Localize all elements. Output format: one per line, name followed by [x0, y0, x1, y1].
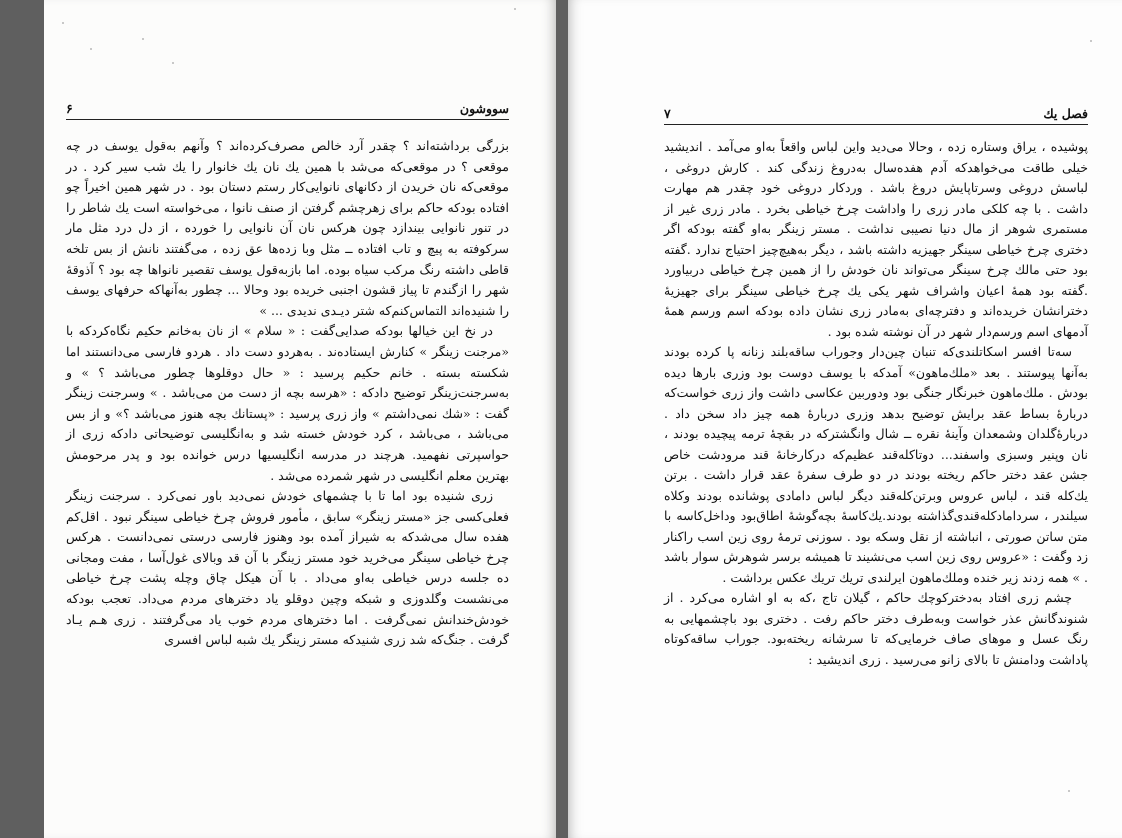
- left-page-body: [66, 136, 509, 651]
- scan-speck: [142, 38, 144, 40]
- scan-speck: [62, 22, 64, 24]
- left-page-header: [66, 103, 509, 120]
- paragraph: سه‌تا افسر اسکاتلندی‌که تنبان چین‌دار وجوراب ساقه‌بلند زنانه پا کرده بودند به‌آنها پیوستند . بعد «ملك‌ماهون» آمدکه با یوسف دوست بود وزری بارها دیده بودش . ملك‌ماهون خبرنگار جنگی بود ودوربین عکاسی داشت واز زری خواست‌که دربارهٔ بساط عقد برایش توضیح بدهد وزری دربارهٔ همه چیز داد سخن داد . دربارهٔ‌گلدان وشمعدان وآینهٔ نقره ــ شال وانگشتر‌که در بقچهٔ ترمه پیچیده بودند ، نان وپنیر وسبزی واسفند... دوتاکله‌قند عظیم‌که درکارخانهٔ قند مرودشت خاص جشن عقد دختر حاکم ریخته بودند در دو طرف سفرهٔ عقد قرار داشت . برتن یك‌کله قند ، لباس عروس وبرتن‌کله‌قند دیگر لباس دامادی پوشانده بودند وکلاه سیلندر ، سرداماد‌کله‌قندی‌گذاشته بودند.یك‌کاسهٔ بچه‌گوشهٔ اطاق‌بود وداخل‌کاسه با متن ساتن صورتی ، انباشته از نقل وسکه بود . سوزنی ترمهٔ روی زین اسب راکنار زد وگفت : «عروس روی زین اسب می‌نشیند تا همیشه برسر شوهرش سوار باشد . » همه زدند زیر خنده وملك‌ماهون ایرلندی تریك تریك عکس برداشت .: [664, 344, 1088, 585]
- scan-speck: [172, 62, 174, 64]
- left-page: [44, 0, 556, 838]
- paragraph: پوشیده ، یراق وستاره زده ، وحالا می‌دید واین لباس واقعاً به‌او می‌آمد . اندیشید خیلی طاقت می‌خواهدکه آدم هفده‌سال به‌دروغ زندگی کند . کارش دروغی ، لباسش دروغی وسرتاپایش دروغ باشد . وردکار دروغی خود چقدر هم مهارت داشت . با چه کلکی مادر زری را واداشت چرخ خیاطی بخرد . مادر زری غیر از مستمری شوهر از مال دنیا نصیبی نداشت . مستر زینگر به‌او گفته بودکه اگر دختری چرخ خیاطی سینگر جهیزیه داشته باشد ، دیگر به‌هیچ‌چیز احتیاج ندارد .گفته بود حتی مالك چرخ سینگر می‌تواند نان خودش را از همین چرخ خیاطی دربیاورد .گفته بود همهٔ اعیان واشراف شهر یکی یك چرخ خیاطی سینگر برای جهیزیهٔ دخترانشان خریده‌اند و دفترچه‌ای به‌مادر زری نشان داده بودکه اسم ورسم همهٔ آدمهای اسم ورسم‌دار شهر در آن نوشته شده بود .: [664, 139, 1088, 339]
- right-page: [568, 0, 1122, 838]
- scan-speck: [90, 48, 92, 50]
- paragraph: زری شنیده بود اما تا با چشمهای خودش نمی‌دید باور نمی‌کرد . سرجنت زینگر فعلی‌کسی جز «مستر زینگر» سابق ، مأمور فروش چرخ خیاطی سینگر نبود . اقل‌کم هفده سال می‌شدکه به شیراز آمده بود وهنوز فارسی درستی نمی‌دانست . هرکس چرخ خیاطی سینگر می‌خرید خود مستر زینگر با آن قد وبالای غول‌آسا ، مفت ومجانی ده جلسه درس خیاطی به‌او می‌داد . با آن هیکل چاق وچله پشت چرخ خیاطی می‌نشست وگلدوزی و شبکه وچین دوقلو یاد دخترهای مردم می‌داد. تعجب بودکه خودش‌خندانش نمی‌گرفت . اما دخترهای مردم خوب یاد می‌گرفتند . زری هـم یـاد گرفت . جنگ‌که شد زری شنیدکه مستر زینگر یك شبه لباس افسری: [66, 488, 509, 648]
- scan-speck: [514, 8, 516, 10]
- running-title: سووشون: [459, 101, 509, 116]
- paragraph: بزرگی برداشته‌اند ؟ چقدر آرد خالص مصرف‌کرده‌اند ؟ وآنهم به‌قول یوسف در چه موقعی ؟ در موقعی‌که می‌شد با همین یك نان یك خانوار را یك شب سیر کرد . در موقعی‌که نان خریدن از دکانهای نانوایی‌کار رستم دستان بود . در شهر همین اخیراً چو افتاده بودکه حاکم برای زهرچشم گرفتن از صنف نانوا ، می‌خواسته است یك شاطر را در تنور نانوایی بیندازد چون هرکس نان آن نانوایی را خورده ، از دل درد مثل مار سرکوفته به پیچ و تاب افتاده ــ مثل وبا زده‌ها عق زده ، می‌گفتند نانش از بس تلخه قاطی داشته رنگ مرکب سیاه بوده. اما بازبه‌قول یوسف تقصیر نانواها چه بود ؟ آذوقهٔ شهر را ازگندم تا پیاز قشون اجنبی خریده بود وحالا ... چطور به‌آنهاکه حرفهای یوسف را شنیده‌اند التماس‌کنم‌که شتر دیـدی ندیدی ... »: [66, 138, 509, 318]
- right-page-header: [664, 108, 1088, 125]
- scan-speck: [1090, 40, 1092, 42]
- paragraph: چشم زری افتاد بەدختر‌کوچك حاکم ، ‌گیلان تاج ،‌که به او اشاره می‌کرد . از شنوندگانش عذر خواست وبه‌طرف دختر حاکم رفت . دختری بود باچشمهایی به رنگ عسل و موهای صاف خرمایی‌که تا سرشانه ریخته‌بود. جوراب ساقه‌کوتاه پاداشت ودامنش تا بالای زانو می‌رسید . زری اندیشید :: [664, 590, 1088, 667]
- paragraph: در نخ این خیالها بودکه صدایی‌گفت : « سلام » از نان به‌خانم حکیم نگاه‌کردکه با «مرجنت زینگر » کنارش ایستاده‌ند . به‌هردو دست داد . هردو فارسی می‌دانستند اما شکسته بسته . خانم حکیم پرسید : « حال دوقلوها چطور می‌باشد ؟ » و به‌سرجنت‌زینگر توضیح داد‌که : «هرسه بچه از دست من می‌باشد . » وسرجنت زینگر گفت : «شك نمی‌داشتم » واز زری پرسید : «پستانك بچه هنوز می‌باشد ؟» و از بس می‌باشد ، می‌باشد ، کرد خودش خسته شد و به‌انگلیسی توضیحاتی داد‌که زری از حواسپرتی نفهمید. هرچند در مدرسه انگلیسیها درس خوانده بود و پدر مرحومش بهترین معلم انگلیسی در شهر شمرده می‌شد .: [66, 323, 509, 483]
- page-number: ۶: [66, 101, 73, 116]
- right-page-body: [664, 137, 1088, 670]
- page-number: ۷: [664, 106, 671, 121]
- running-title: فصل یك: [1043, 106, 1088, 121]
- scan-speck: [1068, 790, 1070, 792]
